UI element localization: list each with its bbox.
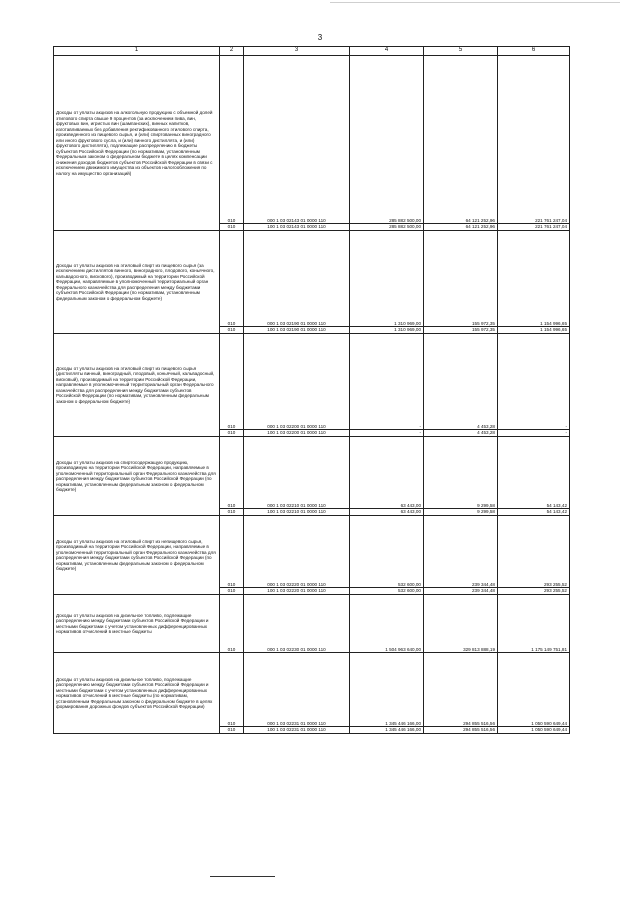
- budget-class-code: 100 1 03 02190 01 0000 110: [244, 327, 350, 334]
- table-row: [54, 595, 570, 653]
- approved-amount: 63 443,00: [350, 509, 424, 516]
- revenue-item-name: Доходы от уплаты акцизов на этиловый спирт из пищевого сырья (за исключением дистиллятов винного, виноградного, плодового, коньячного, кальвадосного, вискового), производимый на территории Российской Федерации, направляемые в уполномоченный территориальный орган Федерального казначейства для распределения между бюджетами субъектов Российской Федерации (по нормативам, установленным федеральным законом о федеральном бюджете): [54, 231, 220, 334]
- budget-class-code: 100 1 03 02231 01 0000 110: [244, 727, 350, 734]
- table-row: [54, 437, 570, 509]
- unexecuted-amount: -: [498, 430, 570, 437]
- bottom-rule: [210, 876, 275, 877]
- approved-amount: -: [350, 334, 424, 430]
- unexecuted-amount: 54 143,42: [498, 509, 570, 516]
- line-code: 010: [220, 224, 244, 231]
- line-code: 010: [220, 437, 244, 509]
- line-code: 010: [220, 231, 244, 327]
- executed-amount: 64 121 252,96: [424, 224, 498, 231]
- header-col-6: 6: [498, 47, 570, 56]
- budget-class-code: 000 1 03 02231 01 0000 110: [244, 653, 350, 727]
- approved-amount: 532 600,00: [350, 516, 424, 588]
- executed-amount: 64 121 252,96: [424, 56, 498, 224]
- line-code: 010: [220, 334, 244, 430]
- line-code: 010: [220, 653, 244, 727]
- executed-amount: 239 344,48: [424, 588, 498, 595]
- approved-amount: 1 345 446 166,00: [350, 653, 424, 727]
- table-row: [54, 516, 570, 588]
- unexecuted-amount: 1 175 149 751,81: [498, 595, 570, 653]
- executed-amount: 294 855 516,56: [424, 727, 498, 734]
- unexecuted-amount: 1 050 590 649,44: [498, 727, 570, 734]
- table-body: [54, 47, 570, 734]
- approved-amount: 63 443,00: [350, 437, 424, 509]
- line-code: 010: [220, 430, 244, 437]
- page-number: 3: [317, 33, 323, 42]
- header-col-2: 2: [220, 47, 244, 56]
- approved-amount: 532 600,00: [350, 588, 424, 595]
- unexecuted-amount: 1 050 590 649,44: [498, 653, 570, 727]
- approved-amount: 1 345 446 166,00: [350, 727, 424, 734]
- executed-amount: 4 453,28: [424, 430, 498, 437]
- budget-class-code: 100 1 03 02200 01 0000 110: [244, 430, 350, 437]
- header-col-5: 5: [424, 47, 498, 56]
- executed-amount: 9 299,58: [424, 437, 498, 509]
- budget-class-code: 000 1 03 02143 01 0000 110: [244, 56, 350, 224]
- table-row: [54, 653, 570, 727]
- line-code: 010: [220, 595, 244, 653]
- unexecuted-amount: 221 761 247,04: [498, 56, 570, 224]
- approved-amount: 1 310 969,00: [350, 231, 424, 327]
- revenue-item-name: Доходы от уплаты акцизов на этиловый спирт из пищевого сырья (дистилляты винный, виноградный, плодовый, коньячный, кальвадосный, висковый), производимый на территории Российской Федерации, направляемые в уполномоченный территориальный орган Федерального казначейства для распределения между бюджетами субъектов Российской Федерации (по нормативам, установленным федеральным законом о федеральном бюджете): [54, 334, 220, 437]
- executed-amount: 4 453,28: [424, 334, 498, 430]
- executed-amount: 329 813 888,19: [424, 595, 498, 653]
- approved-amount: -: [350, 430, 424, 437]
- table-row: [54, 231, 570, 327]
- unexecuted-amount: 221 761 247,04: [498, 224, 570, 231]
- header-col-1: 1: [54, 47, 220, 56]
- budget-class-code: 100 1 03 02210 01 0000 110: [244, 509, 350, 516]
- executed-amount: 155 972,35: [424, 231, 498, 327]
- table-row: [54, 334, 570, 430]
- unexecuted-amount: 293 255,52: [498, 588, 570, 595]
- header-col-3: 3: [244, 47, 350, 56]
- line-code: 010: [220, 327, 244, 334]
- line-code: 010: [220, 509, 244, 516]
- revenue-item-name: Доходы от уплаты акцизов на дизельное топливо, подлежащие распределению между бюджетами субъектов Российской Федерации и местными бюджетами с учетом установленных дифференцированных нормативов отчислений в местные бюджеты (по нормативам, установленным Федеральным законом о федеральном бюджете в целях формирования дорожных фондов субъектов Российской Федерации): [54, 653, 220, 734]
- executed-amount: 9 299,58: [424, 509, 498, 516]
- budget-class-code: 000 1 03 02200 01 0000 110: [244, 334, 350, 430]
- top-scan-rule: [330, 2, 620, 3]
- executed-amount: 294 855 516,56: [424, 653, 498, 727]
- line-code: 010: [220, 56, 244, 224]
- unexecuted-amount: 1 154 996,65: [498, 327, 570, 334]
- line-code: 010: [220, 516, 244, 588]
- executed-amount: 239 344,48: [424, 516, 498, 588]
- budget-class-code: 100 1 03 02220 01 0000 110: [244, 588, 350, 595]
- approved-amount: 1 310 969,00: [350, 327, 424, 334]
- table-header-row: [54, 47, 570, 56]
- budget-class-code: 000 1 03 02230 01 0000 110: [244, 595, 350, 653]
- approved-amount: 285 882 500,00: [350, 224, 424, 231]
- revenue-item-name: Доходы от уплаты акцизов на спиртосодержащую продукцию, производимую на территории Российской Федерации, направляемые в уполномоченный территориальный орган Федерального казначейства для распределения между бюджетами субъектов Российской Федерации (по нормативам, установленным федеральным законом о федеральном бюджете): [54, 437, 220, 516]
- unexecuted-amount: -: [498, 334, 570, 430]
- approved-amount: 285 882 500,00: [350, 56, 424, 224]
- revenue-table: [53, 46, 570, 734]
- unexecuted-amount: 293 255,52: [498, 516, 570, 588]
- budget-class-code: 000 1 03 02190 01 0000 110: [244, 231, 350, 327]
- budget-class-code: 000 1 03 02210 01 0000 110: [244, 437, 350, 509]
- executed-amount: 155 972,35: [424, 327, 498, 334]
- line-code: 010: [220, 727, 244, 734]
- table-row: [54, 56, 570, 224]
- revenue-item-name: Доходы от уплаты акцизов на этиловый спирт из непищевого сырья, производимый на территории Российской Федерации, направляемые в уполномоченный территориальный орган Федерального казначейства для распределения между бюджетами субъектов Российской Федерации (по нормативам, установленным федеральным законом о федеральном бюджете): [54, 516, 220, 595]
- approved-amount: 1 504 963 640,00: [350, 595, 424, 653]
- unexecuted-amount: 1 154 996,65: [498, 231, 570, 327]
- revenue-item-name: Доходы от уплаты акцизов на алкогольную продукцию с объемной долей этилового спирта свыше 9 процентов (за исключением пива, вин, фруктовых вин, игристых вин (шампанских), винных напитков, изготавливаемых без добавления ректификованного этилового спирта, произведенного из пищевого сырья, и (или) спиртованных виноградного или иного фруктового сусла, и (или) винного дистиллята, и (или) фруктового дистиллята), подлежащие распределению в бюджеты субъектов Российской Федерации (по нормативам, установленным Федеральным законом о федеральном бюджете в целях компенсации снижения доходов бюджетов субъектов Российской Федерации в связи с исключением движимого имущества из объектов налогообложения по налогу на имущество организаций): [54, 56, 220, 231]
- header-col-4: 4: [350, 47, 424, 56]
- unexecuted-amount: 54 143,42: [498, 437, 570, 509]
- budget-class-code: 100 1 03 02143 01 0000 110: [244, 224, 350, 231]
- revenue-item-name: Доходы от уплаты акцизов на дизельное топливо, подлежащие распределению между бюджетами субъектов Российской Федерации и местными бюджетами с учетом установленных дифференцированных нормативов отчислений в местные бюджеты: [54, 595, 220, 653]
- budget-class-code: 000 1 03 02220 01 0000 110: [244, 516, 350, 588]
- line-code: 010: [220, 588, 244, 595]
